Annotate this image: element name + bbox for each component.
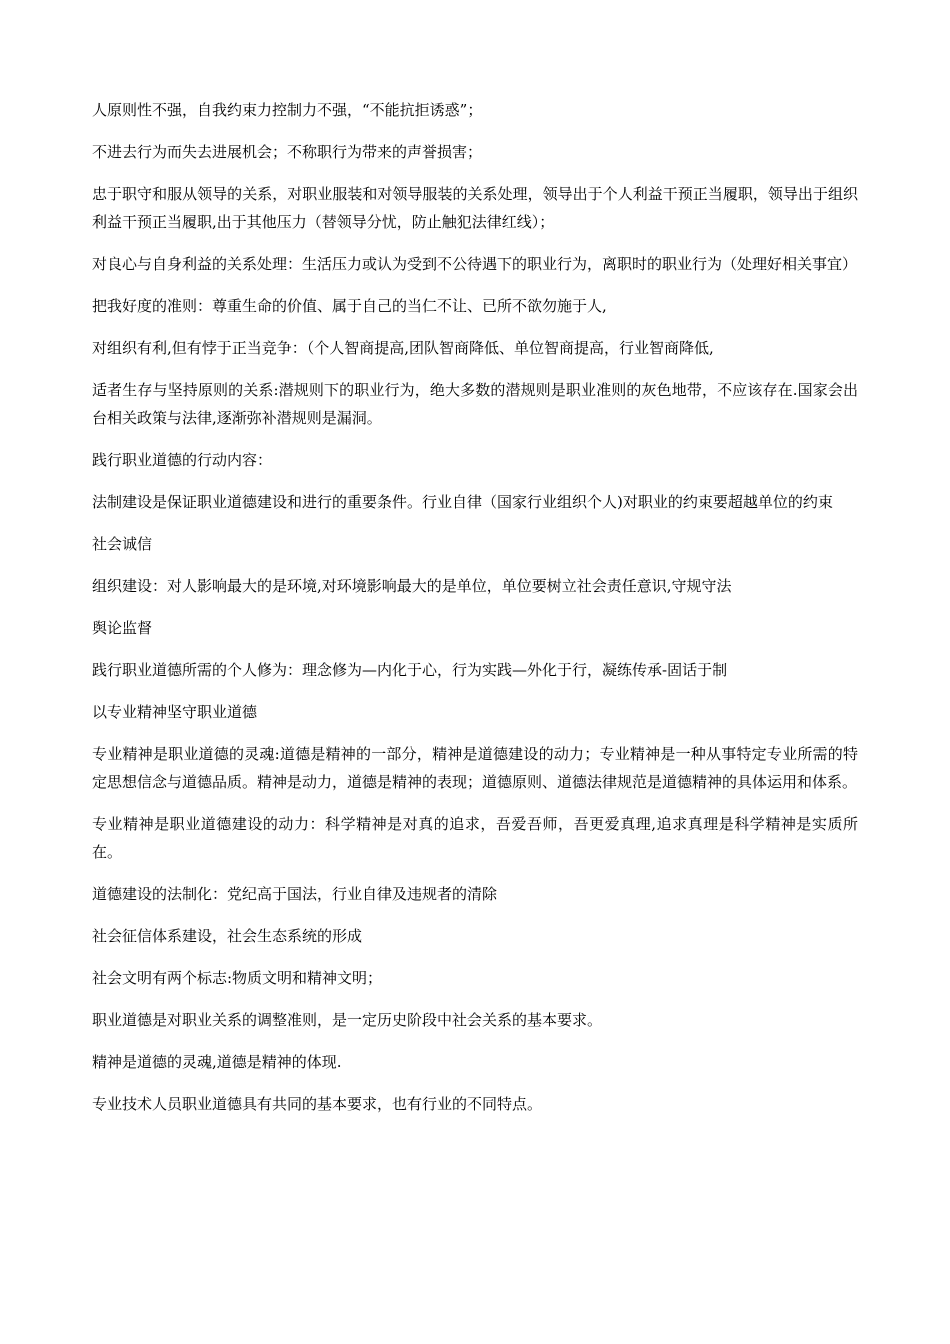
- paragraph-8: 践行职业道德的行动内容：: [92, 451, 273, 469]
- paragraph-5: 把我好度的准则：尊重生命的价值、属于自己的当仁不让、已所不欲勿施于人,: [92, 297, 607, 315]
- paragraph-13: 践行职业道德所需的个人修为：理念修为—内化于心，行为实践—外化于行，凝练传承-固话于制: [92, 661, 728, 679]
- paragraph-18: 社会征信体系建设，社会生态系统的形成: [92, 927, 363, 945]
- paragraph-16: 专业精神是职业道德建设的动力：科学精神是对真的追求，吾爱吾师，吾更爱真理,追求真理是科学精神是实质所在。: [92, 815, 858, 861]
- paragraph-14: 以专业精神坚守职业道德: [92, 703, 258, 721]
- paragraph-3: 忠于职守和服从领导的关系，对职业服装和对领导服装的关系处理，领导出于个人利益干预正当履职，领导出于组织利益干预正当履职,出于其他压力（替领导分忧，防止触犯法律红线）；: [92, 185, 858, 231]
- paragraph-15: 专业精神是职业道德的灵魂:道德是精神的一部分，精神是道德建设的动力；专业精神是一种从事特定专业所需的特定思想信念与道德品质。精神是动力，道德是精神的表现；道德原则、道德法律规范是道德精神的具体运用和体系。: [92, 745, 858, 791]
- paragraph-2: 不进去行为而失去进展机会；不称职行为带来的声誉损害；: [92, 143, 483, 161]
- paragraph-1: 人原则性不强，自我约束力控制力不强，“不能抗拒诱惑”；: [92, 101, 483, 119]
- paragraph-4: 对良心与自身利益的关系处理：生活压力或认为受到不公待遇下的职业行为，离职时的职业行为（处理好相关事宜）: [92, 255, 858, 273]
- paragraph-7: 适者生存与坚持原则的关系:潜规则下的职业行为，绝大多数的潜规则是职业准则的灰色地带，不应该存在.国家会出台相关政策与法律,逐渐弥补潜规则是漏洞。: [92, 381, 858, 427]
- paragraph-17: 道德建设的法制化：党纪高于国法，行业自律及违规者的清除: [92, 885, 498, 903]
- paragraph-20: 职业道德是对职业关系的调整准则，是一定历史阶段中社会关系的基本要求。: [92, 1011, 603, 1029]
- paragraph-19: 社会文明有两个标志:物质文明和精神文明；: [92, 969, 383, 987]
- paragraph-22: 专业技术人员职业道德具有共同的基本要求，也有行业的不同特点。: [92, 1095, 543, 1113]
- paragraph-12: 舆论监督: [92, 619, 153, 637]
- paragraph-11: 组织建设：对人影响最大的是环境,对环境影响最大的是单位，单位要树立社会责任意识,守规守法: [92, 577, 732, 595]
- paragraph-6: 对组织有利,但有悖于正当竞争：（个人智商提高,团队智商降低、单位智商提高，行业智商降低,: [92, 339, 714, 357]
- paragraph-10: 社会诚信: [92, 535, 153, 553]
- paragraph-9: 法制建设是保证职业道德建设和进行的重要条件。行业自律（国家行业组织个人)对职业的约束要超越单位的约束: [92, 493, 833, 511]
- paragraph-21: 精神是道德的灵魂,道德是精神的体现.: [92, 1053, 342, 1071]
